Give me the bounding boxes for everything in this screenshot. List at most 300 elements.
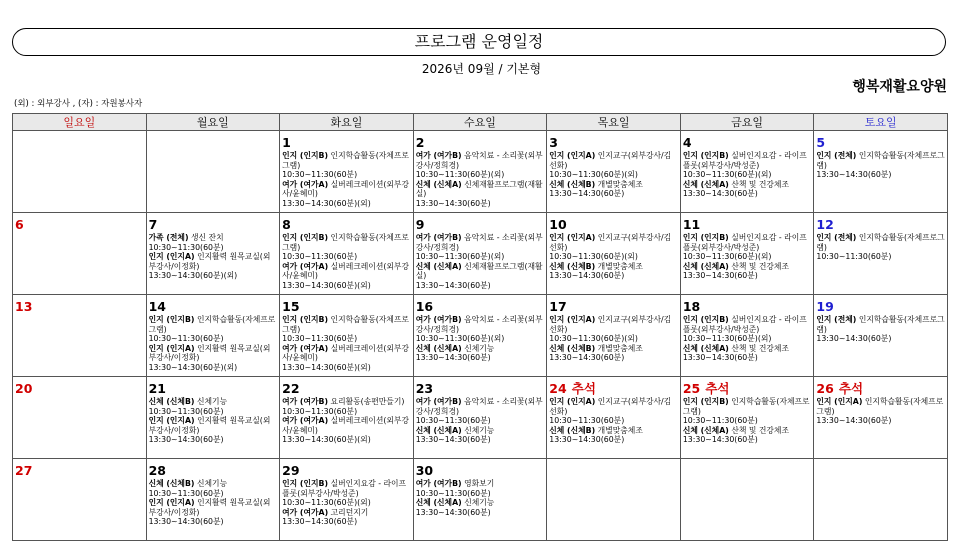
program-name: 생신 잔치 [191, 233, 224, 242]
program-name: 산책 및 건강체조 [731, 425, 789, 435]
calendar-day-cell [680, 459, 814, 541]
program-category: 인지 (인지B) [682, 315, 729, 324]
day-number: 26 [816, 381, 834, 396]
day-number: 16 [415, 299, 434, 314]
program-category: 인지 (전체) [816, 233, 857, 242]
calendar-week-row [13, 377, 948, 459]
program-category: 인지 (전체) [816, 151, 857, 160]
day-number: 24 [549, 381, 567, 396]
day-header [683, 296, 812, 315]
day-header [15, 296, 144, 315]
day-number: 8 [282, 217, 291, 232]
day-header [416, 460, 545, 479]
program-time: 10:30~11:30(60분)(외) [549, 334, 638, 344]
calendar-day-cell [814, 213, 948, 295]
program-entry [282, 315, 411, 344]
program-name: 개별맞춤체조 [597, 179, 643, 189]
day-number: 11 [682, 217, 701, 232]
program-entry [683, 233, 812, 262]
program-time: 10:30~11:30(60분)(외) [415, 170, 505, 180]
program-category: 신체 (신체B) [549, 179, 596, 189]
program-name: 인지교구(외부강사/김선화) [549, 233, 672, 252]
calendar-day-cell [146, 459, 280, 541]
day-number: 6 [15, 217, 24, 232]
program-category: 인지 (인지B) [682, 151, 729, 160]
program-category: 인지 (인지B) [282, 315, 329, 324]
day-number: 19 [816, 299, 834, 314]
program-time: 10:30~11:30(60분) [549, 416, 625, 426]
program-time: 10:30~11:30(60분)(외) [415, 252, 505, 262]
program-entry [149, 498, 278, 527]
program-entry [683, 397, 812, 426]
calendar-day-cell [680, 213, 814, 295]
program-name: 인지학습활동(자체프로그램) [282, 315, 409, 334]
program-entry [683, 180, 812, 199]
program-category: 여가 (여가A) [282, 179, 329, 189]
program-name: 실버레크레이션(외부강사/윤혜미) [282, 416, 409, 435]
program-name: 실버레크레이션(외부강사/윤혜미) [282, 261, 409, 281]
calendar-day-cell [13, 459, 147, 541]
program-time: 10:30~11:30(60분) [148, 488, 224, 498]
day-number: 1 [282, 135, 291, 150]
calendar-week-row [13, 131, 948, 213]
program-category: 신체 (신체A) [682, 179, 729, 189]
calendar-day-cell [13, 295, 147, 377]
program-name: 신체재활프로그램(재활실) [415, 261, 543, 281]
program-category: 인지 (인지B) [682, 233, 729, 242]
program-time: 13:30~14:30(60분)(외) [282, 280, 371, 290]
day-header [15, 378, 144, 397]
program-time: 13:30~14:30(60분)(외) [148, 271, 238, 281]
day-header [282, 296, 411, 315]
program-time: 13:30~14:30(60분) [682, 189, 758, 199]
day-header [282, 132, 411, 151]
weekday-friday: 금요일 [680, 114, 814, 131]
program-entry [683, 426, 812, 445]
program-entry [282, 344, 411, 373]
day-header [549, 132, 678, 151]
program-time: 10:30~11:30(60분)(외) [682, 170, 772, 180]
calendar-day-cell [547, 131, 681, 213]
program-time: 13:30~14:30(60분)(외) [282, 435, 371, 445]
program-category: 인지 (전체) [816, 315, 857, 324]
program-name: 신체기능 [196, 397, 228, 406]
program-entry [282, 508, 411, 527]
program-entry [549, 180, 678, 199]
day-header [683, 214, 812, 233]
program-name: 인지교구(외부강사/김선화) [549, 315, 672, 334]
program-name: 신체기능 [464, 498, 495, 508]
program-category: 인지 (인지B) [682, 397, 729, 406]
organization-name: 행복재활요양원 [852, 79, 947, 95]
day-header [683, 378, 812, 397]
program-entry [149, 344, 278, 373]
program-name: 신체기능 [464, 343, 495, 353]
calendar-week-row [13, 459, 948, 541]
weekday-wednesday: 수요일 [413, 114, 547, 131]
program-time: 13:30~14:30(60분) [682, 353, 758, 363]
day-header [149, 378, 278, 397]
program-time: 13:30~14:30(60분) [415, 353, 491, 363]
calendar-day-cell [814, 459, 948, 541]
day-header [816, 296, 945, 315]
program-time: 13:30~14:30(60분)(외) [282, 362, 371, 372]
program-entry [683, 344, 812, 363]
program-category: 여가 (여가A) [282, 507, 329, 517]
calendar-day-cell [413, 377, 547, 459]
program-name: 실버인지요감 - 라이프 플롯(외부강사/박성준) [282, 479, 407, 498]
program-time: 10:30~11:30(60분) [282, 170, 358, 180]
program-time: 13:30~14:30(60분) [415, 198, 491, 208]
program-name: 개별맞춤체조 [597, 343, 643, 353]
program-time: 13:30~14:30(60분) [148, 517, 224, 527]
program-time: 10:30~11:30(60분)(외) [549, 170, 638, 180]
program-name: 산책 및 건강체조 [731, 179, 789, 189]
calendar-day-cell [413, 459, 547, 541]
program-name: 음악치료 - 소리꽃(외부강사/정희경) [415, 233, 543, 252]
calendar-day-cell [814, 131, 948, 213]
program-time: 13:30~14:30(60분) [148, 435, 224, 445]
program-time: 10:30~11:30(60분) [816, 252, 892, 262]
program-time: 13:30~14:30(60분)(외) [282, 198, 371, 208]
program-category: 인지 (인지A) [816, 397, 863, 406]
program-entry [282, 479, 411, 508]
day-number: 3 [549, 135, 558, 150]
program-entry [149, 416, 278, 445]
program-category: 인지 (인지B) [282, 151, 329, 160]
program-name: 인지활력 원목교실(외부강사/이정화) [148, 416, 271, 435]
calendar-day-cell [680, 295, 814, 377]
day-number: 22 [282, 381, 300, 396]
program-name: 인지학습활동(자체프로그램) [682, 397, 810, 416]
program-entry [683, 151, 812, 180]
program-entry [416, 151, 545, 180]
day-number: 18 [682, 299, 701, 314]
program-name: 실버인지요감 - 라이프 플롯(외부강사/박성준) [682, 233, 807, 252]
program-entry [549, 151, 678, 180]
day-header [416, 296, 545, 315]
day-number: 21 [148, 381, 166, 396]
day-header [549, 296, 678, 315]
program-entry [282, 262, 411, 291]
program-name: 인지학습활동(자체프로그램) [282, 151, 409, 170]
program-entry [149, 397, 278, 416]
program-category: 인지 (인지B) [148, 315, 195, 324]
day-number: 13 [15, 299, 33, 314]
holiday-label: 추석 [838, 381, 864, 396]
day-number: 23 [415, 381, 434, 396]
weekday-thursday: 목요일 [547, 114, 681, 131]
program-name: 신체재활프로그램(재활실) [415, 179, 543, 199]
program-category: 여가 (여가A) [282, 261, 329, 271]
program-entry [282, 233, 411, 262]
program-name: 산책 및 건강체조 [731, 343, 789, 353]
program-time: 10:30~11:30(60분)(외) [682, 334, 772, 344]
program-name: 인지학습활동(자체프로그램) [816, 151, 945, 170]
program-name: 개별맞춤체조 [597, 261, 643, 271]
day-header [549, 378, 678, 397]
day-number: 20 [15, 381, 33, 396]
program-category: 신체 (신체B) [549, 343, 596, 353]
program-time: 10:30~11:30(60분) [148, 334, 224, 344]
program-entry [282, 397, 411, 416]
program-time: 13:30~14:30(60분) [682, 435, 758, 445]
program-category: 인지 (인지A) [148, 416, 195, 426]
day-header [549, 214, 678, 233]
program-category: 인지 (인지A) [148, 498, 195, 508]
calendar-day-cell [413, 295, 547, 377]
program-category: 인지 (인지A) [549, 151, 596, 160]
day-header [15, 460, 144, 479]
program-entry [549, 426, 678, 445]
program-time: 10:30~11:30(60분) [682, 416, 758, 426]
program-time: 13:30~14:30(60분) [282, 517, 358, 527]
program-entry [282, 416, 411, 445]
program-entry [816, 151, 945, 180]
program-name: 개별맞춤체조 [597, 425, 643, 435]
calendar-day-cell [814, 377, 948, 459]
program-name: 신체기능 [196, 479, 228, 488]
calendar-day-cell [280, 131, 414, 213]
program-name: 인지교구(외부강사/김선화) [549, 397, 672, 416]
program-category: 여가 (여가B) [415, 479, 462, 488]
day-number: 29 [282, 463, 300, 478]
program-name: 산책 및 건강체조 [731, 261, 789, 271]
program-name: 인지학습활동(자체프로그램) [282, 233, 409, 252]
program-entry [549, 344, 678, 363]
program-time: 10:30~11:30(60분)(외) [415, 334, 505, 344]
day-number: 7 [148, 217, 158, 232]
program-entry [416, 426, 545, 445]
calendar-day-cell [814, 295, 948, 377]
program-name: 인지학습활동(자체프로그램) [148, 315, 276, 334]
program-time: 10:30~11:30(60분) [282, 252, 358, 262]
program-time: 13:30~14:30(60분) [549, 353, 625, 363]
day-number: 17 [549, 299, 567, 314]
program-category: 신체 (신체A) [682, 261, 729, 271]
calendar-day-cell [547, 213, 681, 295]
program-category: 여가 (여가A) [282, 416, 329, 426]
program-category: 인지 (인지B) [282, 233, 329, 242]
calendar-day-cell [13, 131, 147, 213]
program-category: 인지 (인지B) [282, 479, 329, 488]
day-header [282, 460, 411, 479]
legend: (외) : 외부강사 , (자) : 자원봉사자 [14, 99, 143, 109]
calendar-day-cell [280, 459, 414, 541]
calendar-day-cell [547, 459, 681, 541]
program-category: 신체 (신체A) [415, 179, 462, 189]
day-header [816, 378, 945, 397]
program-entry [549, 262, 678, 281]
program-entry [149, 315, 278, 344]
program-name: 실버인지요감 - 라이프 플롯(외부강사/박성준) [682, 315, 807, 334]
program-category: 여가 (여가B) [282, 397, 329, 406]
calendar-day-cell [146, 295, 280, 377]
day-header [149, 296, 278, 315]
holiday-label: 추석 [571, 381, 596, 396]
program-name: 인지학습활동(자체프로그램) [816, 397, 944, 416]
day-header [683, 132, 812, 151]
program-time: 13:30~14:30(60분) [816, 334, 892, 344]
day-header [416, 214, 545, 233]
program-category: 여가 (여가A) [282, 343, 329, 353]
day-number: 10 [549, 217, 567, 232]
calendar-day-cell [547, 377, 681, 459]
program-name: 인지활력 원목교실(외부강사/이정화) [148, 498, 271, 517]
program-name: 인지활력 원목교실(외부강사/이정화) [148, 343, 271, 363]
weekday-sunday: 일요일 [13, 114, 147, 131]
day-header [816, 214, 945, 233]
day-header [282, 378, 411, 397]
program-name: 영화보기 [464, 479, 495, 488]
calendar-day-cell [13, 377, 147, 459]
day-header [416, 132, 545, 151]
program-entry [549, 315, 678, 344]
weekday-monday: 월요일 [146, 114, 280, 131]
day-header [816, 132, 945, 151]
program-category: 여가 (여가B) [415, 397, 462, 406]
day-header [282, 214, 411, 233]
day-header [416, 378, 545, 397]
day-header [149, 214, 278, 233]
program-entry [149, 252, 278, 281]
program-name: 고리던지기 [330, 507, 369, 517]
program-category: 인지 (인지A) [549, 397, 596, 406]
program-time: 10:30~11:30(60분) [282, 406, 358, 416]
weekday-header-row [13, 114, 948, 131]
calendar-day-cell [146, 213, 280, 295]
program-category: 신체 (신체A) [682, 343, 729, 353]
calendar-day-cell [146, 131, 280, 213]
calendar-day-cell [280, 295, 414, 377]
program-category: 인지 (인지A) [549, 315, 596, 324]
program-entry [149, 479, 278, 498]
program-category: 신체 (신체A) [415, 498, 462, 508]
program-category: 신체 (신체A) [415, 261, 462, 271]
calendar-day-cell [680, 377, 814, 459]
program-category: 인지 (인지A) [549, 233, 596, 242]
program-entry [416, 344, 545, 363]
program-time: 13:30~14:30(60분) [549, 189, 625, 199]
program-entry [549, 233, 678, 262]
program-time: 10:30~11:30(60분) [148, 242, 224, 252]
day-number: 25 [682, 381, 701, 396]
calendar-week-row [13, 295, 948, 377]
day-header [15, 214, 144, 233]
program-category: 신체 (신체B) [549, 425, 596, 435]
day-number: 2 [415, 135, 425, 150]
program-entry [416, 479, 545, 498]
program-entry [282, 180, 411, 209]
program-entry [683, 315, 812, 344]
program-category: 신체 (신체B) [148, 397, 195, 406]
program-name: 인지교구(외부강사/김선화) [549, 151, 672, 170]
program-name: 신체기능 [464, 425, 495, 435]
program-name: 실버레크레이션(외부강사/윤혜미) [282, 343, 409, 363]
program-entry [816, 233, 945, 262]
day-number: 30 [415, 463, 434, 478]
program-category: 신체 (신체A) [415, 343, 462, 353]
day-header [149, 460, 278, 479]
program-entry [816, 315, 945, 344]
program-entry [416, 233, 545, 262]
weekday-saturday: 토요일 [814, 114, 948, 131]
program-category: 인지 (인지A) [148, 343, 195, 353]
day-number: 14 [148, 299, 166, 314]
calendar-day-cell [13, 213, 147, 295]
day-number: 27 [15, 463, 33, 478]
day-number: 28 [148, 463, 166, 478]
program-name: 인지활력 원목교실(외부강사/이정화) [148, 252, 271, 271]
program-name: 인지학습활동(자체프로그램) [816, 315, 945, 334]
program-entry [816, 397, 945, 426]
program-time: 13:30~14:30(60분) [549, 435, 625, 445]
program-name: 음악치료 - 소리꽃(외부강사/정희경) [415, 397, 543, 416]
program-entry [683, 262, 812, 281]
program-name: 인지학습활동(자체프로그램) [816, 233, 945, 252]
program-category: 신체 (신체A) [682, 425, 729, 435]
calendar-day-cell [280, 377, 414, 459]
program-category: 신체 (신체B) [148, 479, 195, 488]
calendar-body [13, 131, 948, 541]
program-time: 13:30~14:30(60분) [816, 170, 892, 180]
program-entry [149, 233, 278, 252]
calendar-day-cell [413, 131, 547, 213]
program-time: 13:30~14:30(60분) [415, 280, 491, 290]
calendar-table [12, 113, 948, 541]
calendar-day-cell [413, 213, 547, 295]
program-time: 13:30~14:30(60분) [415, 435, 491, 445]
program-time: 10:30~11:30(60분) [415, 416, 491, 426]
calendar-week-row [13, 213, 948, 295]
program-entry [416, 397, 545, 426]
calendar-day-cell [280, 213, 414, 295]
program-name: 요리활동(송편만들기) [330, 397, 405, 406]
program-time: 10:30~11:30(60분)(외) [549, 252, 638, 262]
program-time: 13:30~14:30(60분) [816, 416, 892, 426]
program-time: 10:30~11:30(60분) [282, 334, 358, 344]
program-entry [416, 498, 545, 517]
program-category: 신체 (신체A) [415, 425, 462, 435]
program-category: 여가 (여가B) [415, 151, 462, 160]
program-entry [416, 315, 545, 344]
program-entry [549, 397, 678, 426]
weekday-tuesday: 화요일 [280, 114, 414, 131]
calendar-day-cell [680, 131, 814, 213]
program-time: 13:30~14:30(60분) [415, 507, 491, 517]
day-number: 12 [816, 217, 834, 232]
program-time: 13:30~14:30(60분) [549, 271, 625, 281]
program-time: 13:30~14:30(60분) [682, 271, 758, 281]
page-title: 프로그램 운영일정 [12, 28, 946, 56]
program-time: 10:30~11:30(60분)(외) [282, 498, 371, 508]
day-number: 4 [682, 135, 692, 150]
program-entry [416, 262, 545, 291]
program-category: 여가 (여가B) [415, 315, 462, 324]
holiday-label: 추석 [705, 381, 730, 396]
program-category: 신체 (신체B) [549, 261, 596, 271]
program-name: 음악치료 - 소리꽃(외부강사/정희경) [415, 315, 543, 334]
program-name: 음악치료 - 소리꽃(외부강사/정희경) [415, 151, 543, 170]
day-number: 5 [816, 135, 826, 150]
program-entry [416, 180, 545, 209]
program-category: 여가 (여가B) [415, 233, 462, 242]
calendar-day-cell [547, 295, 681, 377]
program-time: 10:30~11:30(60분) [148, 406, 224, 416]
program-time: 10:30~11:30(60분)(외) [682, 252, 772, 262]
program-name: 실버인지요감 - 라이프 플롯(외부강사/박성준) [682, 151, 807, 170]
program-entry [282, 151, 411, 180]
